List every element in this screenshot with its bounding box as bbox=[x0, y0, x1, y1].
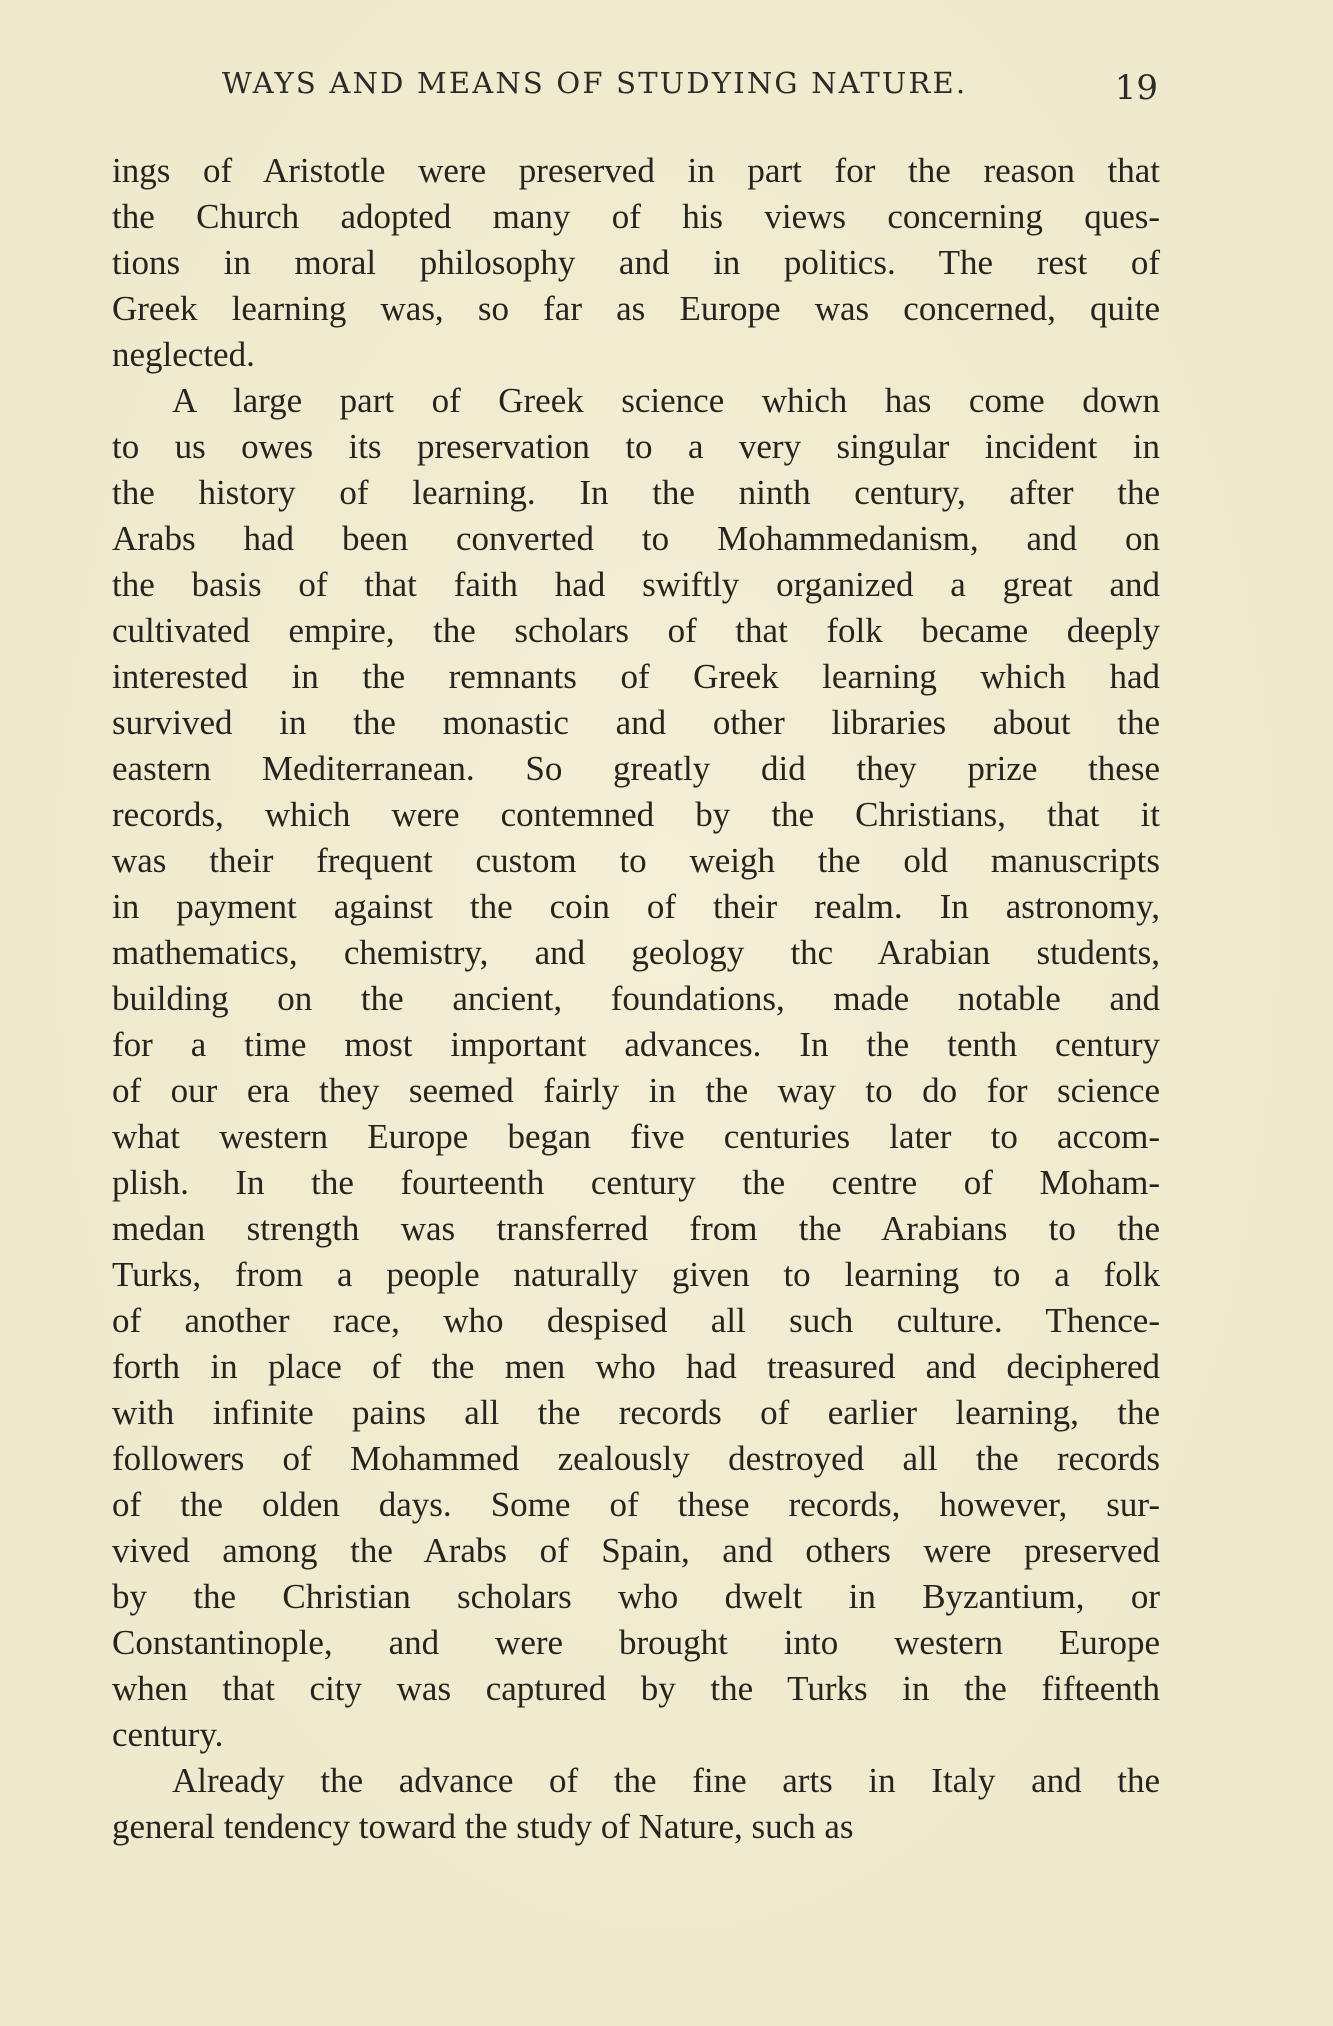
text-line: followers of Mohammed zealously destroyed all the records bbox=[112, 1439, 1160, 1478]
paragraph bbox=[112, 378, 1160, 1758]
text-line: medan strength was transferred from the Arabians to the bbox=[112, 1209, 1160, 1248]
text-line: by the Christian scholars who dwelt in Byzantium, or bbox=[112, 1577, 1160, 1616]
text-line: Greek learning was, so far as Europe was concerned, quite bbox=[112, 289, 1160, 328]
page-number: 19 bbox=[1114, 68, 1158, 108]
paragraph bbox=[112, 1758, 1160, 1850]
text-line: interested in the remnants of Greek learning which had bbox=[112, 657, 1160, 696]
text-line: Turks, from a people naturally given to learning to a folk bbox=[112, 1255, 1160, 1294]
text-line: the Church adopted many of his views concerning ques- bbox=[112, 197, 1160, 236]
text-line: plish. In the fourteenth century the centre of Moham- bbox=[112, 1163, 1160, 1202]
text-line: Constantinople, and were brought into western Europe bbox=[112, 1623, 1160, 1662]
running-title: WAYS AND MEANS OF STUDYING NATURE. bbox=[222, 66, 968, 100]
body-text bbox=[112, 148, 1160, 1850]
text-line: of the olden days. Some of these records, however, sur- bbox=[112, 1485, 1160, 1524]
text-line: forth in place of the men who had treasured and deciphered bbox=[112, 1347, 1160, 1386]
text-line: the basis of that faith had swiftly organized a great and bbox=[112, 565, 1160, 604]
text-line: mathematics, chemistry, and geology thc Arabian students, bbox=[112, 933, 1160, 972]
running-head bbox=[110, 62, 1158, 112]
text-line: A large part of Greek science which has come down bbox=[172, 381, 1160, 420]
text-line: Already the advance of the fine arts in Italy and the bbox=[172, 1761, 1160, 1800]
text-line: was their frequent custom to weigh the old manuscripts bbox=[112, 841, 1160, 880]
text-line: with infinite pains all the records of earlier learning, the bbox=[112, 1393, 1160, 1432]
text-line: the history of learning. In the ninth century, after the bbox=[112, 473, 1160, 512]
text-line: of another race, who despised all such culture. Thence- bbox=[112, 1301, 1160, 1340]
text-line: for a time most important advances. In the tenth century bbox=[112, 1025, 1160, 1064]
paragraph bbox=[112, 148, 1160, 378]
text-line: vived among the Arabs of Spain, and others were preserved bbox=[112, 1531, 1160, 1570]
text-line: what western Europe began five centuries later to accom- bbox=[112, 1117, 1160, 1156]
text-line: eastern Mediterranean. So greatly did they prize these bbox=[112, 749, 1160, 788]
text-line: building on the ancient, foundations, made notable and bbox=[112, 979, 1160, 1018]
text-line: records, which were contemned by the Christians, that it bbox=[112, 795, 1160, 834]
text-line: century. bbox=[112, 1715, 224, 1754]
text-line: general tendency toward the study of Nature, such as bbox=[112, 1807, 854, 1846]
text-line: neglected. bbox=[112, 335, 255, 374]
text-line: ings of Aristotle were preserved in part for the reason that bbox=[112, 151, 1160, 190]
text-line: in payment against the coin of their realm. In astronomy, bbox=[112, 887, 1160, 926]
text-line: cultivated empire, the scholars of that folk became deeply bbox=[112, 611, 1160, 650]
text-line: Arabs had been converted to Mohammedanism, and on bbox=[112, 519, 1160, 558]
text-line: to us owes its preservation to a very singular incident in bbox=[112, 427, 1160, 466]
text-line: tions in moral philosophy and in politics. The rest of bbox=[112, 243, 1160, 282]
text-line: survived in the monastic and other libraries about the bbox=[112, 703, 1160, 742]
text-line: of our era they seemed fairly in the way to do for science bbox=[112, 1071, 1160, 1110]
text-line: when that city was captured by the Turks in the fifteenth bbox=[112, 1669, 1160, 1708]
